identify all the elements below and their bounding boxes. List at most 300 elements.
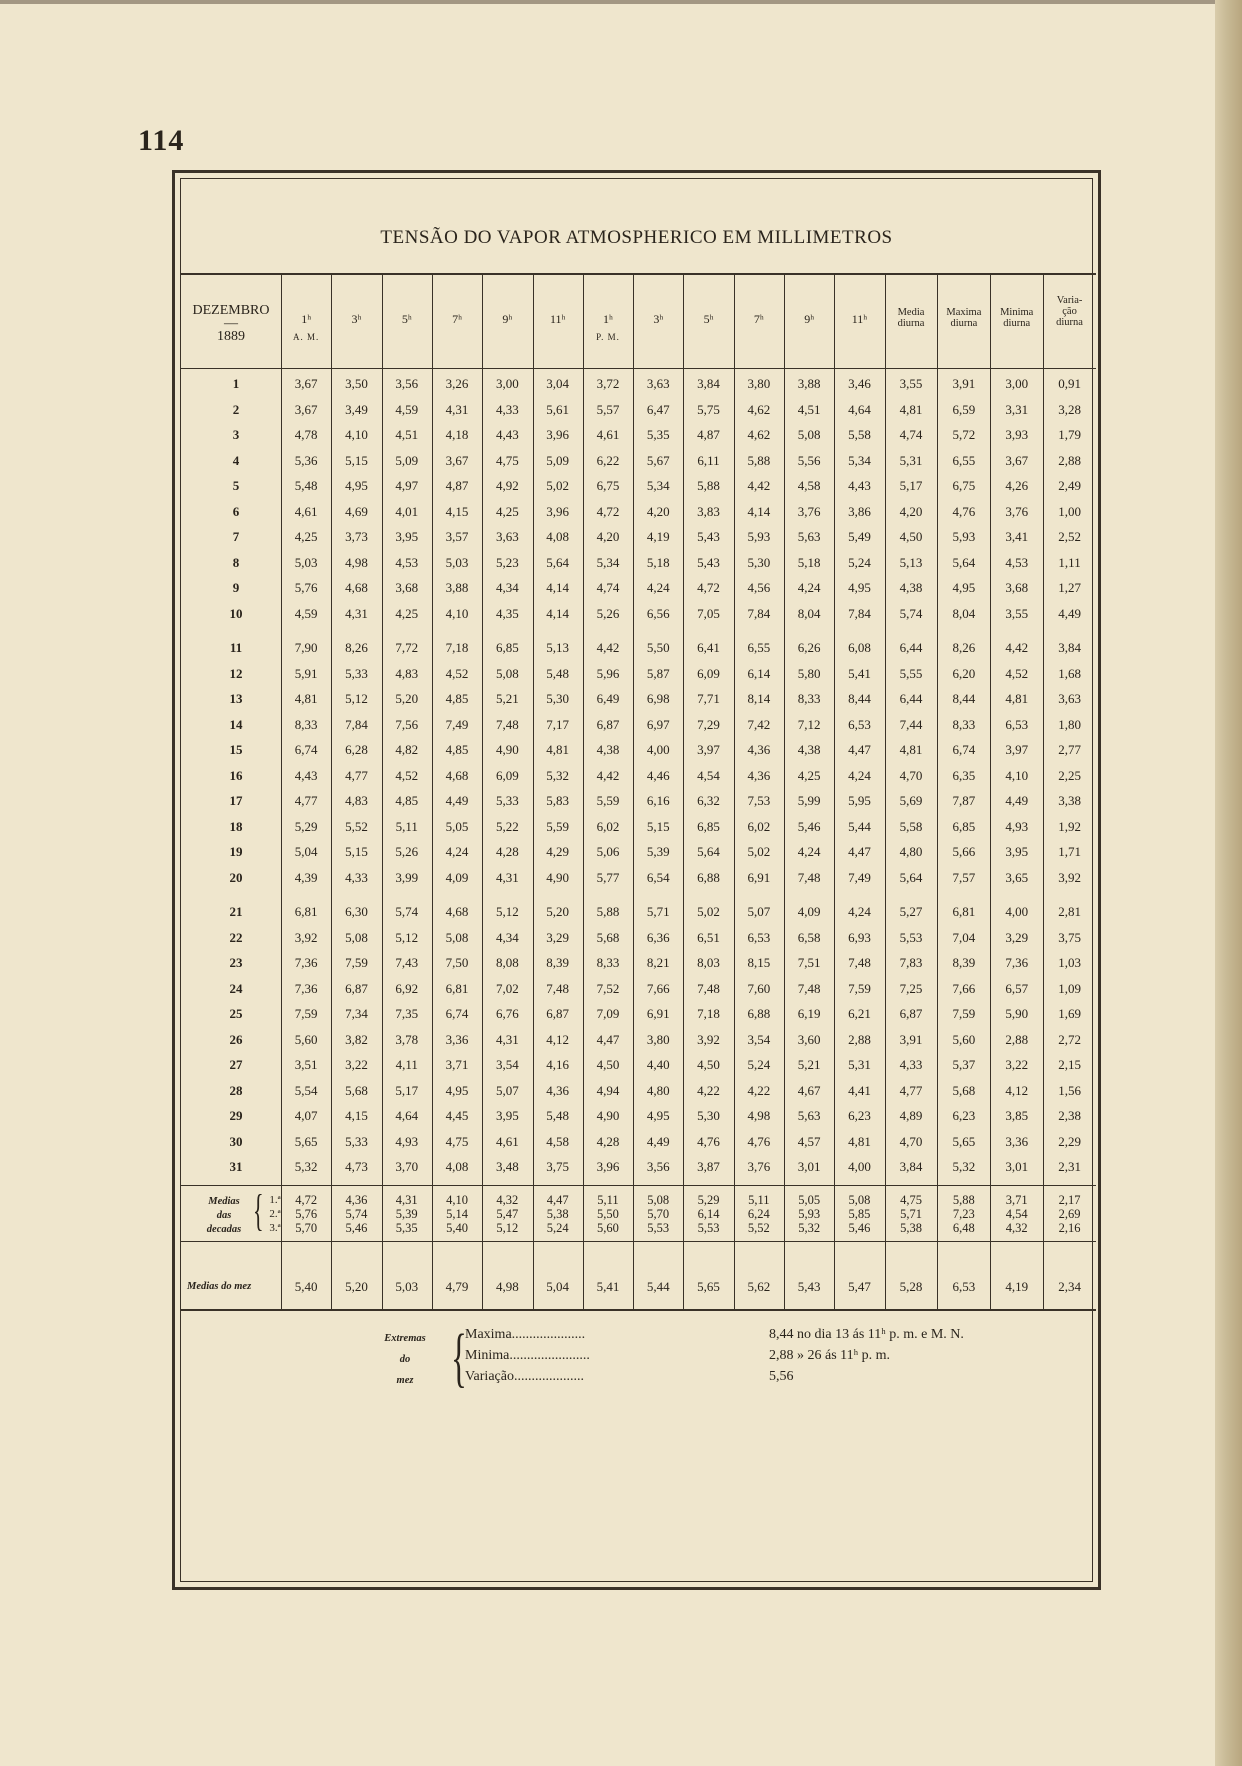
stat-header-line: Maxima: [946, 307, 982, 318]
value-cell: 4,81: [899, 401, 923, 417]
value-cell: 4,77: [345, 767, 368, 783]
value-cell: 5,41: [848, 665, 871, 681]
day-number: 18: [229, 818, 243, 834]
day-number: 4: [232, 452, 240, 468]
hour-header-3: [382, 313, 432, 331]
value-cell: 3,86: [848, 503, 871, 519]
value-cell: 5,75: [697, 401, 720, 417]
hour-label: 5ʰ: [401, 312, 412, 326]
value-cell: 6,81: [294, 904, 318, 919]
value-cell: 8,33: [797, 691, 821, 706]
value-cell: 5,74: [899, 605, 923, 621]
value-cell: 8,14: [747, 691, 771, 706]
value-cell: 4,00: [848, 1159, 871, 1174]
decade-value: 4,47: [546, 1192, 569, 1207]
value-cell: 6,51: [697, 929, 720, 945]
value-cell: 5,88: [596, 904, 620, 919]
value-cell: 4,51: [395, 427, 419, 442]
value-cell: 5,67: [646, 452, 670, 468]
hour-header-5: [482, 313, 532, 331]
value-cell: 5,48: [294, 478, 318, 493]
decade-number: 2.ª: [269, 1207, 281, 1220]
value-cell: 7,53: [747, 793, 771, 808]
value-cell: 4,58: [797, 478, 821, 493]
value-cell: 5,12: [345, 691, 368, 706]
value-cell: 4,33: [899, 1057, 923, 1072]
value-cell: 4,24: [797, 844, 821, 859]
month-mean-value: 5,03: [395, 1278, 419, 1294]
stat-header-line: diurna: [1056, 317, 1083, 328]
value-cell: 4,50: [899, 529, 923, 544]
value-cell: 6,54: [646, 869, 670, 885]
value-cell: 4,81: [294, 691, 318, 706]
decade-value: 5,08: [647, 1192, 670, 1207]
value-cell: 5,77: [596, 869, 620, 885]
value-cell: 3,78: [395, 1031, 419, 1047]
decade-value: 5,46: [345, 1220, 368, 1235]
value-cell: 4,10: [445, 605, 469, 621]
hour-header-4: [432, 313, 482, 331]
value-cell: 7,02: [495, 980, 519, 996]
value-cell: 4,39: [294, 869, 318, 885]
value-cell: 6,74: [952, 742, 976, 757]
value-cell: 3,96: [546, 503, 570, 519]
value-cell: 5,20: [395, 691, 419, 706]
column-rule: [633, 273, 634, 1309]
value-cell: 4,61: [294, 503, 318, 519]
value-cell: 3,65: [1005, 869, 1029, 885]
value-cell: 4,36: [747, 767, 771, 783]
day-number: 10: [229, 605, 243, 621]
value-cell: 3,55: [1005, 605, 1029, 621]
value-cell: 7,87: [952, 793, 976, 808]
value-cell: 3,56: [646, 1159, 670, 1174]
value-cell: 6,92: [395, 980, 419, 996]
value-cell: 6,41: [697, 640, 720, 655]
value-cell: 3,96: [596, 1159, 620, 1174]
value-cell: 5,52: [345, 818, 368, 834]
value-cell: 5,20: [546, 904, 570, 919]
value-cell: 6,21: [848, 1006, 871, 1021]
value-cell: 4,20: [596, 529, 620, 544]
hour-header-11: [784, 313, 834, 331]
value-cell: 7,57: [952, 869, 976, 885]
value-cell: 4,49: [646, 1133, 670, 1149]
value-cell: 4,73: [345, 1159, 368, 1174]
value-cell: 3,76: [1005, 503, 1029, 519]
value-cell: 5,61: [546, 401, 570, 417]
value-cell: 6,47: [646, 401, 670, 417]
value-cell: 4,62: [747, 401, 771, 417]
value-cell: 4,81: [546, 742, 570, 757]
value-cell: 4,36: [747, 742, 771, 757]
value-cell: 4,11: [395, 1057, 418, 1072]
value-cell: 3,75: [1058, 929, 1081, 945]
value-cell: 4,93: [395, 1133, 419, 1149]
decade-value: 6,48: [952, 1220, 975, 1235]
value-cell: 7,71: [697, 691, 720, 706]
top-edge: [0, 0, 1215, 4]
value-cell: 4,42: [596, 767, 620, 783]
extremes-label-line: Extremas: [384, 1332, 426, 1344]
value-cell: 5,32: [546, 767, 570, 783]
extreme-name-text: Minima: [465, 1347, 510, 1363]
value-cell: 4,50: [697, 1057, 720, 1072]
value-cell: 3,85: [1005, 1108, 1029, 1123]
value-cell: 1,11: [1058, 554, 1081, 570]
value-cell: 4,31: [495, 1031, 519, 1047]
value-cell: 3,57: [445, 529, 469, 544]
value-cell: 6,87: [345, 980, 368, 996]
value-cell: 6,87: [546, 1006, 570, 1021]
value-cell: 4,76: [697, 1133, 720, 1149]
value-cell: 6,97: [646, 716, 670, 732]
month-mean-value: 4,19: [1005, 1278, 1029, 1294]
value-cell: 5,08: [797, 427, 821, 442]
value-cell: 4,80: [899, 844, 923, 859]
value-cell: 7,84: [747, 605, 771, 621]
value-cell: 4,94: [596, 1082, 620, 1098]
value-cell: 3,41: [1005, 529, 1029, 544]
value-cell: 4,18: [445, 427, 469, 442]
month-mean-value: 5,41: [596, 1278, 620, 1294]
decade-value: 5,71: [900, 1206, 922, 1221]
value-cell: 5,12: [395, 929, 419, 945]
month-mean-value: 2,34: [1058, 1278, 1081, 1294]
value-cell: 1,69: [1058, 1006, 1081, 1021]
decade-value: 5,52: [747, 1220, 770, 1235]
value-cell: 4,43: [294, 767, 318, 783]
day-number: 2: [232, 401, 240, 417]
value-cell: 2,49: [1058, 478, 1081, 493]
value-cell: 7,36: [294, 980, 318, 996]
hour-label: 3ʰ: [653, 312, 664, 326]
value-cell: 4,09: [797, 904, 821, 919]
value-cell: 5,34: [596, 554, 620, 570]
column-rule: [482, 273, 483, 1309]
value-cell: 6,75: [596, 478, 620, 493]
value-cell: 4,25: [395, 605, 419, 621]
value-cell: 5,30: [747, 554, 771, 570]
value-cell: 4,12: [546, 1031, 570, 1047]
value-cell: 8,39: [952, 955, 976, 970]
value-cell: 6,23: [848, 1108, 871, 1123]
value-cell: 4,49: [1058, 605, 1081, 621]
extremes-label: [365, 1328, 445, 1391]
value-cell: 4,38: [797, 742, 821, 757]
value-cell: 7,72: [395, 640, 419, 655]
value-cell: 5,08: [345, 929, 368, 945]
value-cell: 5,06: [596, 844, 620, 859]
value-cell: 6,75: [952, 478, 976, 493]
value-cell: 2,88: [848, 1031, 871, 1047]
value-cell: 7,25: [899, 980, 923, 996]
value-cell: 5,93: [952, 529, 976, 544]
value-cell: 5,15: [345, 452, 368, 468]
decade-value: 6,14: [697, 1206, 720, 1221]
value-cell: 6,44: [899, 691, 923, 706]
value-cell: 5,15: [345, 844, 368, 859]
value-cell: 7,48: [495, 716, 519, 732]
day-number: 12: [229, 665, 243, 681]
value-cell: 7,05: [697, 605, 720, 621]
value-cell: 4,47: [848, 742, 871, 757]
value-cell: 6,53: [747, 929, 771, 945]
value-cell: 2,81: [1058, 904, 1081, 919]
value-cell: 3,91: [952, 376, 976, 391]
value-cell: 1,68: [1058, 665, 1081, 681]
value-cell: 4,47: [596, 1031, 620, 1047]
value-cell: 3,96: [546, 427, 570, 442]
decade-value: 5,08: [848, 1192, 871, 1207]
decade-value: 5,74: [345, 1206, 368, 1221]
value-cell: 5,58: [848, 427, 871, 442]
value-cell: 3,04: [546, 376, 570, 391]
value-cell: 4,95: [952, 580, 976, 595]
day-number: 21: [229, 904, 243, 919]
extremes-label-line: mez: [396, 1374, 414, 1386]
hour-header-9: [683, 313, 733, 331]
value-cell: 4,47: [848, 844, 871, 859]
value-cell: 8,44: [848, 691, 871, 706]
value-cell: 5,30: [697, 1108, 720, 1123]
value-cell: 5,64: [697, 844, 720, 859]
extreme-name: [465, 1348, 590, 1364]
value-cell: 1,09: [1058, 980, 1081, 996]
stat-header-2: [937, 307, 990, 329]
value-cell: 5,34: [646, 478, 670, 493]
hour-label: 11ʰ: [549, 312, 566, 326]
value-cell: 7,84: [345, 716, 368, 732]
value-cell: 6,74: [294, 742, 318, 757]
value-cell: 4,14: [747, 503, 771, 519]
decade-value: 5,14: [446, 1206, 468, 1221]
month-header: [181, 303, 281, 345]
decade-value: 4,36: [345, 1192, 368, 1207]
column-rule: [583, 273, 584, 1309]
value-cell: 6,85: [495, 640, 519, 655]
value-cell: 5,03: [294, 554, 318, 570]
hour-label: 1ʰ: [603, 312, 613, 326]
value-cell: 5,21: [495, 691, 519, 706]
value-cell: 5,63: [797, 1108, 821, 1123]
month-mean-value: 5,04: [546, 1278, 570, 1294]
value-cell: 4,77: [294, 793, 318, 808]
value-cell: 5,15: [646, 818, 670, 834]
value-cell: 7,48: [797, 869, 821, 885]
value-cell: 7,29: [697, 716, 720, 732]
value-cell: 5,03: [445, 554, 469, 570]
value-cell: 3,83: [697, 503, 720, 519]
value-cell: 2,29: [1058, 1133, 1081, 1149]
decade-value: 4,72: [295, 1192, 318, 1207]
value-cell: 3,00: [1005, 376, 1029, 391]
decade-value: 5,70: [295, 1220, 318, 1235]
value-cell: 4,14: [546, 580, 570, 595]
value-cell: 4,61: [596, 427, 620, 442]
value-cell: 4,52: [445, 665, 469, 681]
month-mean-value: 5,28: [899, 1278, 923, 1294]
value-cell: 6,56: [646, 605, 670, 621]
value-cell: 5,80: [797, 665, 821, 681]
column-rule: [331, 273, 332, 1309]
decade-value: 3,71: [1005, 1192, 1028, 1207]
hour-label: 7ʰ: [753, 312, 764, 326]
value-cell: 4,80: [646, 1082, 670, 1098]
value-cell: 5,32: [294, 1159, 318, 1174]
value-cell: 4,50: [596, 1057, 620, 1072]
hour-label: 11ʰ: [851, 312, 868, 326]
value-cell: 4,56: [747, 580, 771, 595]
day-number: 30: [229, 1133, 243, 1149]
value-cell: 5,60: [294, 1031, 318, 1047]
value-cell: 4,68: [345, 580, 368, 595]
value-cell: 4,92: [495, 478, 519, 493]
value-cell: 4,53: [1005, 554, 1029, 570]
value-cell: 4,81: [899, 742, 923, 757]
value-cell: 5,69: [899, 793, 923, 808]
value-cell: 5,07: [747, 904, 771, 919]
hour-header-1: [281, 313, 331, 344]
value-cell: 5,46: [797, 818, 821, 834]
value-cell: 3,84: [1058, 640, 1081, 655]
value-cell: 7,66: [952, 980, 976, 996]
value-cell: 2,38: [1058, 1108, 1081, 1123]
value-cell: 7,36: [1005, 955, 1029, 970]
value-cell: 3,55: [899, 376, 923, 391]
stat-header-4: [1043, 295, 1096, 328]
value-cell: 4,38: [596, 742, 620, 757]
value-cell: 1,80: [1058, 716, 1081, 732]
decade-value: 5,24: [546, 1220, 569, 1235]
value-cell: 5,83: [546, 793, 570, 808]
value-cell: 4,87: [697, 427, 720, 442]
value-cell: 0,91: [1058, 376, 1081, 391]
value-cell: 6,91: [747, 869, 771, 885]
decades-label: [189, 1195, 259, 1237]
value-cell: 3,87: [697, 1159, 720, 1174]
value-cell: 4,14: [546, 605, 570, 621]
value-cell: 5,95: [848, 793, 871, 808]
column-rule: [990, 273, 991, 1309]
day-number: 11: [229, 640, 243, 655]
value-cell: 1,71: [1058, 844, 1081, 859]
value-cell: 3,95: [1005, 844, 1029, 859]
value-cell: 4,00: [1005, 904, 1029, 919]
value-cell: 4,07: [294, 1108, 318, 1123]
value-cell: 4,68: [445, 767, 469, 783]
table-title: TENSÃO DO VAPOR ATMOSPHERICO EM MILLIMETROS: [380, 227, 893, 248]
extreme-name-text: Maxima: [465, 1326, 512, 1342]
value-cell: 6,22: [596, 452, 620, 468]
value-cell: 4,45: [445, 1108, 469, 1123]
decade-value: 5,70: [647, 1206, 670, 1221]
value-cell: 5,88: [747, 452, 771, 468]
value-cell: 5,65: [294, 1133, 318, 1149]
value-cell: 4,49: [445, 793, 469, 808]
stat-header-line: Media: [897, 307, 925, 318]
value-cell: 7,83: [899, 955, 923, 970]
value-cell: 4,83: [345, 793, 368, 808]
value-cell: 2,88: [1058, 452, 1081, 468]
value-cell: 5,26: [395, 844, 419, 859]
value-cell: 4,46: [646, 767, 670, 783]
value-cell: 5,59: [596, 793, 620, 808]
value-cell: 3,99: [395, 869, 419, 885]
value-cell: 4,90: [596, 1108, 620, 1123]
value-cell: 3,46: [848, 376, 871, 391]
value-cell: 4,62: [747, 427, 771, 442]
extreme-dots: .......................: [509, 1347, 590, 1363]
value-cell: 5,74: [395, 904, 419, 919]
value-cell: 5,33: [345, 665, 368, 681]
value-cell: 6,14: [747, 665, 771, 681]
value-cell: 5,27: [899, 904, 923, 919]
value-cell: 7,90: [294, 640, 318, 655]
value-cell: 3,67: [294, 376, 318, 391]
value-cell: 4,97: [395, 478, 419, 493]
value-cell: 3,76: [747, 1159, 771, 1174]
value-cell: 4,59: [294, 605, 318, 621]
extreme-name: [465, 1327, 585, 1343]
value-cell: 6,09: [495, 767, 519, 783]
day-number: 7: [232, 529, 240, 544]
value-cell: 3,36: [1005, 1133, 1029, 1149]
decade-value: 5,93: [798, 1206, 821, 1221]
value-cell: 4,82: [395, 742, 419, 757]
value-cell: 3,26: [445, 376, 469, 391]
value-cell: 7,48: [697, 980, 720, 996]
value-cell: 6,87: [899, 1006, 923, 1021]
value-cell: 8,15: [747, 955, 771, 970]
value-cell: 3,95: [495, 1108, 519, 1123]
decade-value: 5,11: [597, 1192, 619, 1207]
column-rule: [382, 273, 383, 1309]
value-cell: 5,87: [646, 665, 670, 681]
decades-label-line: das: [216, 1209, 232, 1221]
value-cell: 8,21: [646, 955, 670, 970]
value-cell: 4,75: [495, 452, 519, 468]
stat-header-line: diurna: [1003, 318, 1031, 329]
value-cell: 7,50: [445, 955, 469, 970]
day-number: 24: [229, 980, 243, 996]
decade-value: 5,29: [697, 1192, 720, 1207]
value-cell: 5,33: [345, 1133, 368, 1149]
decade-value: 5,40: [446, 1220, 468, 1235]
decade-value: 5,60: [597, 1220, 619, 1235]
value-cell: 4,29: [546, 844, 570, 859]
month-mean-value: 5,47: [848, 1278, 871, 1294]
value-cell: 5,13: [899, 554, 923, 570]
value-cell: 4,08: [445, 1159, 469, 1174]
value-cell: 6,87: [596, 716, 620, 732]
day-number: 13: [229, 691, 243, 706]
decades-label-line: decadas: [206, 1223, 242, 1235]
value-cell: 5,63: [797, 529, 821, 544]
value-cell: 6,81: [952, 904, 976, 919]
value-cell: 5,17: [899, 478, 923, 493]
day-number: 17: [229, 793, 243, 808]
hour-header-2: [331, 313, 381, 331]
value-cell: 4,53: [395, 554, 419, 570]
value-cell: 5,04: [294, 844, 318, 859]
value-cell: 3,48: [495, 1159, 519, 1174]
value-cell: 6,58: [797, 929, 821, 945]
value-cell: 5,68: [952, 1082, 976, 1098]
value-cell: 3,01: [1005, 1159, 1029, 1174]
value-cell: 6,53: [848, 716, 871, 732]
value-cell: 7,44: [899, 716, 923, 732]
